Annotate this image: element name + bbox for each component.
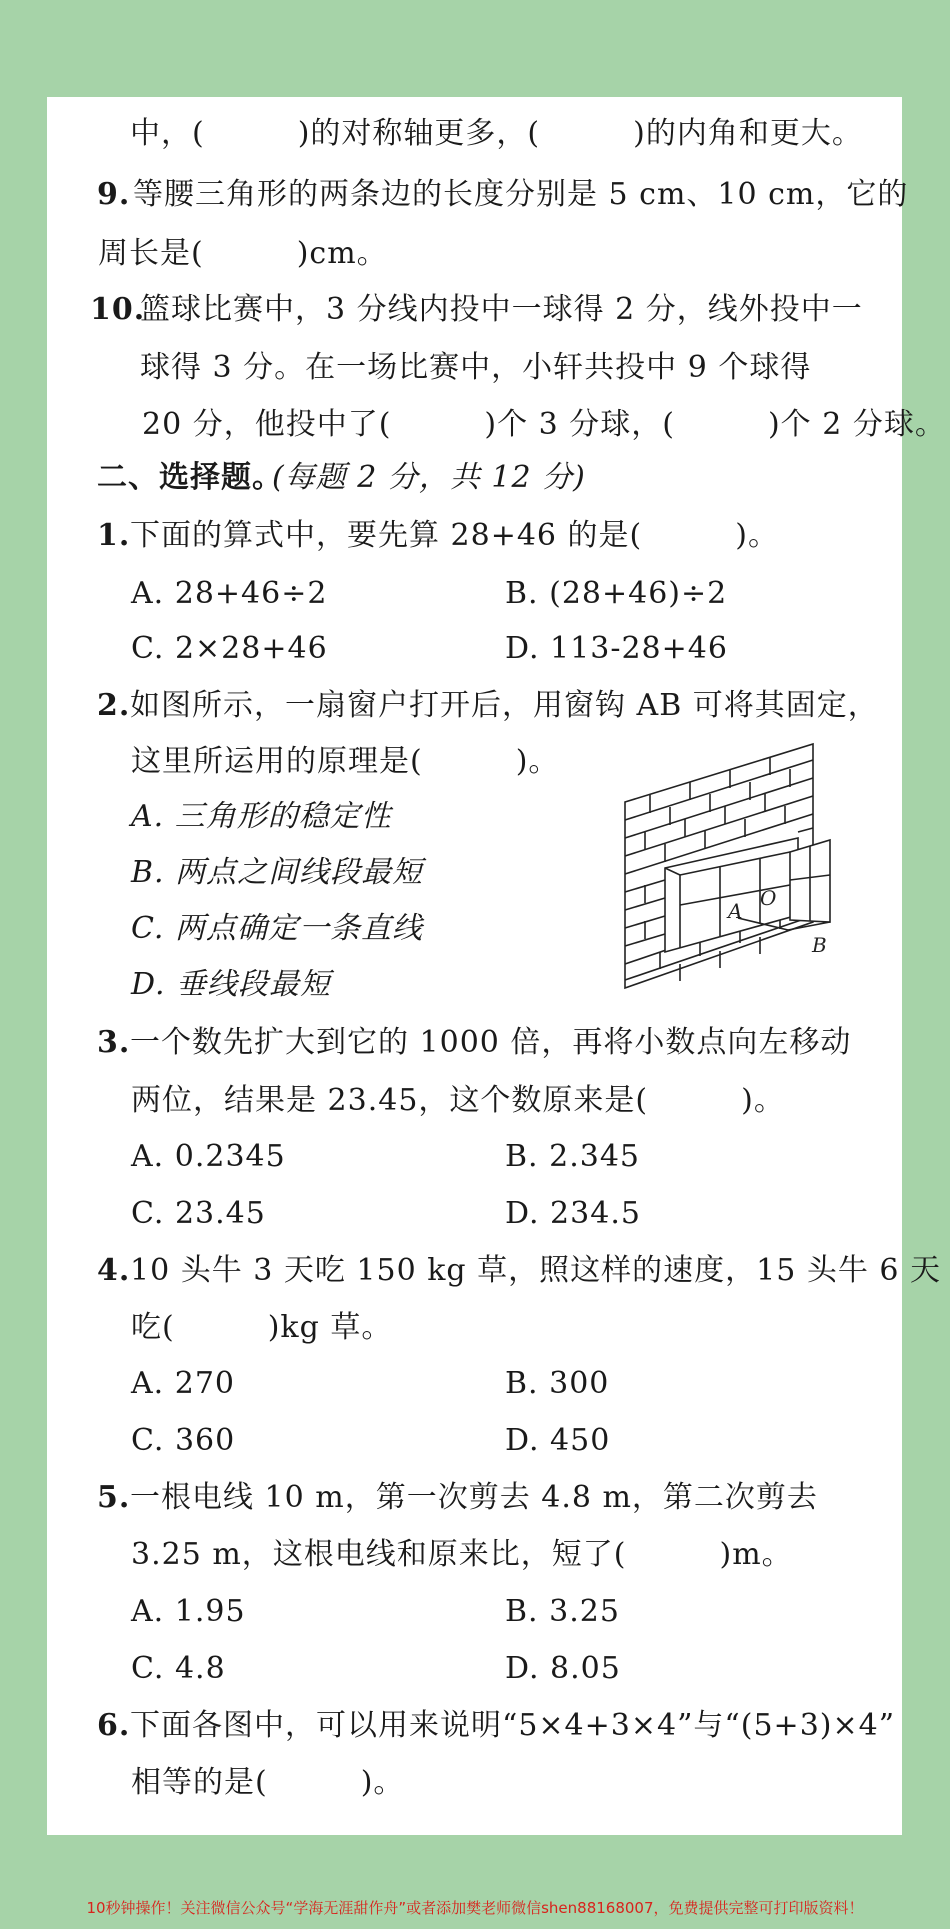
choice-2-line-2: 这里所运用的原理是( )。	[131, 744, 560, 779]
label-b: B	[812, 933, 827, 957]
choice-1-option-a: A. 28+46÷2	[131, 576, 328, 611]
question-10-line-3: 20 分，他投中了( )个 3 分球，( )个 2 分球。	[142, 407, 946, 442]
section-title: 二、选择题。	[97, 460, 283, 495]
choice-5-option-b: B. 3.25	[505, 1594, 620, 1629]
choice-1-option-b: B. (28+46)÷2	[505, 576, 728, 611]
choice-4-number: 4.	[97, 1253, 131, 1288]
choice-3-option-b: B. 2.345	[505, 1139, 641, 1174]
choice-3-line-2: 两位，结果是 23.45，这个数原来是( )。	[131, 1083, 785, 1118]
choice-3-line-1: 一个数先扩大到它的 1000 倍，再将小数点向左移动	[130, 1025, 852, 1060]
choice-4-line-1: 10 头牛 3 天吃 150 kg 草，照这样的速度，15 头牛 6 天	[130, 1253, 941, 1288]
choice-1-number: 1.	[97, 518, 131, 553]
label-o: O	[760, 886, 777, 910]
choice-5-number: 5.	[97, 1480, 131, 1515]
choice-3-option-a: A. 0.2345	[131, 1139, 286, 1174]
footer-promo-text: 10秒钟操作！关注微信公众号“学海无涯甜作舟”或者添加樊老师微信shen88168007，免费提供完整可打印版资料！	[86, 1899, 864, 1917]
label-a: A	[728, 899, 743, 923]
question-9-line-1: 等腰三角形的两条边的长度分别是 5 cm、10 cm，它的	[133, 177, 909, 212]
choice-3-number: 3.	[97, 1025, 131, 1060]
choice-1-stem: 下面的算式中，要先算 28+46 的是( )。	[130, 518, 779, 553]
choice-6-number: 6.	[97, 1708, 131, 1743]
question-10-line-2: 球得 3 分。在一场比赛中，小轩共投中 9 个球得	[140, 350, 812, 385]
choice-5-line-2: 3.25 m，这根电线和原来比，短了( )m。	[131, 1537, 793, 1572]
choice-3-option-d: D. 234.5	[505, 1196, 641, 1231]
choice-2-number: 2.	[97, 688, 131, 723]
choice-2-option-c: C. 两点确定一条直线	[131, 911, 423, 946]
previous-question-tail: 中，( )的对称轴更多，( )的内角和更大。	[130, 116, 863, 151]
choice-4-option-a: A. 270	[131, 1366, 235, 1401]
window-brick-figure	[620, 740, 840, 990]
choice-2-option-d: D. 垂线段最短	[131, 967, 332, 1002]
choice-5-option-d: D. 8.05	[505, 1651, 621, 1686]
question-10-line-1: 篮球比赛中，3 分线内投中一球得 2 分，线外投中一	[140, 292, 863, 327]
question-9-number: 9.	[97, 177, 131, 212]
question-9-line-2: 周长是( )cm。	[98, 236, 388, 271]
section-note: (每题 2 分，共 12 分)	[272, 460, 586, 495]
question-10-number: 10.	[90, 292, 146, 327]
choice-4-option-c: C. 360	[131, 1423, 236, 1458]
choice-5-line-1: 一根电线 10 m，第一次剪去 4.8 m，第二次剪去	[130, 1480, 818, 1515]
choice-2-option-a: A. 三角形的稳定性	[131, 799, 392, 834]
choice-4-line-2: 吃( )kg 草。	[131, 1310, 393, 1345]
choice-1-option-d: D. 113-28+46	[505, 631, 728, 666]
choice-6-line-1: 下面各图中，可以用来说明“5×4+3×4”与“(5+3)×4”	[130, 1708, 896, 1743]
choice-2-line-1: 如图所示，一扇窗户打开后，用窗钩 AB 可将其固定，	[130, 688, 879, 723]
choice-5-option-c: C. 4.8	[131, 1651, 226, 1686]
choice-4-option-b: B. 300	[505, 1366, 610, 1401]
choice-2-option-b: B. 两点之间线段最短	[131, 855, 424, 890]
choice-4-option-d: D. 450	[505, 1423, 611, 1458]
choice-5-option-a: A. 1.95	[131, 1594, 246, 1629]
choice-6-line-2: 相等的是( )。	[131, 1765, 405, 1800]
choice-1-option-c: C. 2×28+46	[131, 631, 328, 666]
choice-3-option-c: C. 23.45	[131, 1196, 266, 1231]
